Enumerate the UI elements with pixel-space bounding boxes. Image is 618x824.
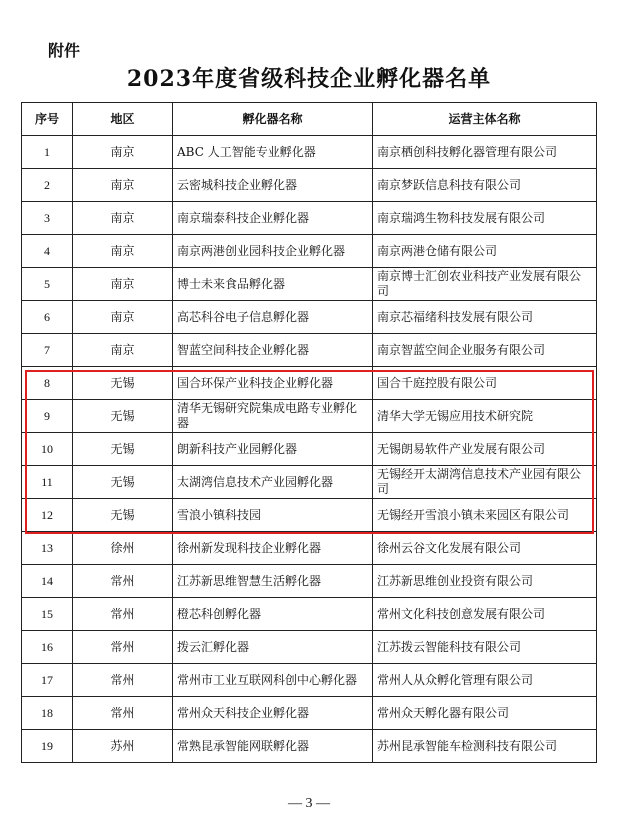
table-row [22, 169, 597, 202]
cell-region: 无锡 [73, 433, 173, 466]
attachment-label: 附件 [48, 41, 81, 60]
cell-operator-name: 江苏新思维创业投资有限公司 [373, 565, 597, 598]
table-row [22, 466, 597, 499]
cell-number: 14 [22, 565, 73, 598]
cell-number: 3 [22, 202, 73, 235]
cell-region: 南京 [73, 169, 173, 202]
cell-operator-name: 清华大学无锡应用技术研究院 [373, 400, 597, 433]
cell-operator-name: 无锡经开雪浪小镇未来园区有限公司 [373, 499, 597, 532]
table-row [22, 136, 597, 169]
table-row [22, 367, 597, 400]
cell-number: 12 [22, 499, 73, 532]
cell-incubator-name: 智蓝空间科技企业孵化器 [173, 334, 373, 367]
table-row [22, 268, 597, 301]
incubator-table [21, 102, 597, 763]
cell-region: 南京 [73, 301, 173, 334]
cell-region: 南京 [73, 268, 173, 301]
cell-operator-name: 南京栖创科技孵化器管理有限公司 [373, 136, 597, 169]
cell-incubator-name: 南京瑞泰科技企业孵化器 [173, 202, 373, 235]
cell-operator-name: 南京博士汇创农业科技产业发展有限公司 [373, 268, 597, 301]
cell-number: 7 [22, 334, 73, 367]
table-row [22, 499, 597, 532]
cell-number: 17 [22, 664, 73, 697]
cell-operator-name: 江苏拨云智能科技有限公司 [373, 631, 597, 664]
cell-region: 苏州 [73, 730, 173, 763]
cell-number: 2 [22, 169, 73, 202]
table-row [22, 235, 597, 268]
cell-incubator-name: 雪浪小镇科技园 [173, 499, 373, 532]
cell-incubator-name: 常州众天科技企业孵化器 [173, 697, 373, 730]
cell-number: 19 [22, 730, 73, 763]
cell-operator-name: 国合千庭控股有限公司 [373, 367, 597, 400]
table-row [22, 202, 597, 235]
table-row [22, 664, 597, 697]
table-row [22, 433, 597, 466]
table-row [22, 334, 597, 367]
cell-number: 6 [22, 301, 73, 334]
cell-number: 8 [22, 367, 73, 400]
cell-number: 5 [22, 268, 73, 301]
cell-region: 常州 [73, 697, 173, 730]
cell-operator-name: 徐州云谷文化发展有限公司 [373, 532, 597, 565]
cell-number: 4 [22, 235, 73, 268]
cell-number: 10 [22, 433, 73, 466]
header-operator-name: 运营主体名称 [373, 103, 597, 136]
cell-operator-name: 南京两港仓储有限公司 [373, 235, 597, 268]
cell-incubator-name: ABC 人工智能专业孵化器 [173, 136, 373, 169]
cell-operator-name: 常州人从众孵化管理有限公司 [373, 664, 597, 697]
cell-region: 常州 [73, 664, 173, 697]
header-number: 序号 [22, 103, 73, 136]
cell-region: 无锡 [73, 499, 173, 532]
table-row [22, 532, 597, 565]
cell-number: 11 [22, 466, 73, 499]
cell-operator-name: 无锡朗易软件产业发展有限公司 [373, 433, 597, 466]
cell-operator-name: 无锡经开太湖湾信息技术产业园有限公司 [373, 466, 597, 499]
table-row [22, 598, 597, 631]
cell-number: 9 [22, 400, 73, 433]
cell-operator-name: 南京瑞鸿生物科技发展有限公司 [373, 202, 597, 235]
cell-incubator-name: 云密城科技企业孵化器 [173, 169, 373, 202]
cell-incubator-name: 博士未来食品孵化器 [173, 268, 373, 301]
cell-operator-name: 苏州昆承智能车检测科技有限公司 [373, 730, 597, 763]
cell-incubator-name: 朗新科技产业园孵化器 [173, 433, 373, 466]
header-region: 地区 [73, 103, 173, 136]
cell-region: 无锡 [73, 466, 173, 499]
cell-incubator-name: 拨云汇孵化器 [173, 631, 373, 664]
cell-region: 常州 [73, 631, 173, 664]
cell-number: 13 [22, 532, 73, 565]
table-row [22, 631, 597, 664]
cell-region: 南京 [73, 136, 173, 169]
table-row [22, 697, 597, 730]
cell-region: 无锡 [73, 400, 173, 433]
cell-incubator-name: 江苏新思维智慧生活孵化器 [173, 565, 373, 598]
cell-region: 南京 [73, 235, 173, 268]
cell-region: 南京 [73, 334, 173, 367]
cell-incubator-name: 常州市工业互联网科创中心孵化器 [173, 664, 373, 697]
cell-incubator-name: 国合环保产业科技企业孵化器 [173, 367, 373, 400]
table-row [22, 730, 597, 763]
cell-incubator-name: 高芯科谷电子信息孵化器 [173, 301, 373, 334]
cell-operator-name: 南京智蓝空间企业服务有限公司 [373, 334, 597, 367]
table-row [22, 565, 597, 598]
cell-number: 16 [22, 631, 73, 664]
cell-incubator-name: 橙芯科创孵化器 [173, 598, 373, 631]
cell-incubator-name: 太湖湾信息技术产业园孵化器 [173, 466, 373, 499]
table-row [22, 301, 597, 334]
cell-incubator-name: 清华无锡研究院集成电路专业孵化器 [173, 400, 373, 433]
cell-region: 无锡 [73, 367, 173, 400]
cell-operator-name: 常州文化科技创意发展有限公司 [373, 598, 597, 631]
cell-region: 徐州 [73, 532, 173, 565]
cell-operator-name: 南京梦跃信息科技有限公司 [373, 169, 597, 202]
cell-operator-name: 南京芯福绪科技发展有限公司 [373, 301, 597, 334]
cell-number: 1 [22, 136, 73, 169]
table-row [22, 400, 597, 433]
cell-incubator-name: 南京两港创业园科技企业孵化器 [173, 235, 373, 268]
page-number: — 3 — [288, 796, 330, 811]
cell-number: 18 [22, 697, 73, 730]
cell-region: 常州 [73, 565, 173, 598]
table-header-row [22, 103, 597, 136]
header-incubator-name: 孵化器名称 [173, 103, 373, 136]
cell-number: 15 [22, 598, 73, 631]
document-title: 2023年度省级科技企业孵化器名单 [126, 66, 492, 92]
cell-incubator-name: 徐州新发现科技企业孵化器 [173, 532, 373, 565]
cell-incubator-name: 常熟昆承智能网联孵化器 [173, 730, 373, 763]
table-body [22, 136, 597, 763]
cell-region: 常州 [73, 598, 173, 631]
cell-region: 南京 [73, 202, 173, 235]
cell-operator-name: 常州众天孵化器有限公司 [373, 697, 597, 730]
